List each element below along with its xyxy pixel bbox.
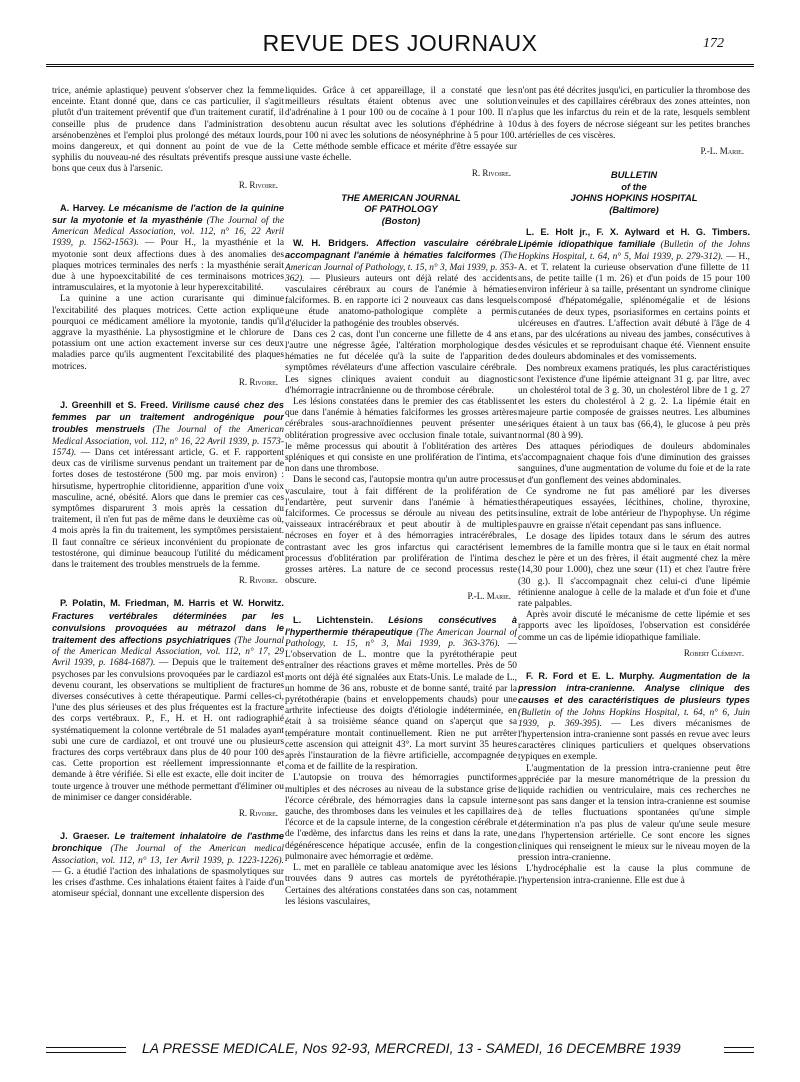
text-column-3 bbox=[518, 86, 750, 1030]
article-citation: (Bulletin of the Johns Hopkins Hospital, t. 64, n° 6, Juin 1939, p. 369-395). bbox=[518, 707, 750, 729]
article-signature: R. Rivoire. bbox=[238, 376, 278, 387]
section-heading-line: OF PATHOLOGY bbox=[364, 203, 438, 215]
article bbox=[518, 671, 750, 887]
article-title: Lésions consécutives à l'hyperthermie thérapeutique bbox=[285, 614, 517, 637]
article-body: — Les divers mécanismes de l'hypertension intra-cranienne sont passés en revue avec leurs caractères cliniques particuliers et quelques observations typiques en exemple. bbox=[518, 718, 750, 763]
article-body: — Depuis que le traitement des psychoses par les convulsions provoquées par le cardiazol est devenu courant, les observations se multiplient de fractures diverses consécutives à cette thérapeutique. Parmi celles-ci, l'une des plus sérieuses et des plus fréquentes est la fracture des corps vertébraux. P., F., H. et H. ont radiographié systématiquement la colonne vertébrale de 51 malades ayant subi une cure de cardiazol, et ont trouvé une ou plusieurs fractures des corps vertébraux dans plus de 40 pour 100 des cas. Cette proportion est réellement impressionnante et demande à être vérifiée. Si elle est exacte, elle doit inciter de toute urgence à trouver une méthode permettant d'éliminer ou de minimiser ce danger considérable. bbox=[52, 658, 284, 803]
footer-rule-left bbox=[46, 1047, 126, 1053]
footer-text: LA PRESSE MEDICALE, Nos 92-93, MERCREDI, 13 - SAMEDI, 16 DECEMBRE 1939 bbox=[142, 1040, 681, 1056]
article-title: Lipémie idiopathique familiale bbox=[518, 239, 656, 250]
article-authors: J. Graeser. bbox=[60, 831, 110, 842]
article-authors: L. E. Holt jr., F. X. Aylward et H. G. Timbers. bbox=[526, 227, 750, 238]
article-title: Affection vasculaire cérébrale accompagnant l'anémie à hématies falciformes bbox=[285, 238, 517, 261]
article-title: Fractures vertébrales déterminées par les convulsions provoquées au métrazol dans le traitement des affections psychiatriques bbox=[52, 610, 284, 645]
article-paragraph: Des nombreux examens pratiqués, les plus caractéristiques sont l'existence d'une lipémie atteignant 31 g. par litre, avec un cholestérol total de 3 g. 30, un cholestérol libre de 1 g. 27 et les esters du cholestérol à 2 g. 2. La lipémie était en majeure partie composée de graisses neutres. Les albumines sériques étaient à un taux bas (66,4), le glucose à peu près normal (80 à 99). bbox=[518, 363, 750, 441]
article-paragraph: Cette méthode semble efficace et mérite d'être essayée sur une vaste échelle. bbox=[285, 142, 517, 164]
article-citation: (The Journal of the American Medical Association, vol. 112, n° 16, 22 Avril 1939, p. 1562-1563). bbox=[52, 216, 284, 249]
article-signature: P.-L. Marie. bbox=[700, 146, 744, 157]
article bbox=[518, 227, 750, 659]
article-paragraph: La quinine a une action curarisante qui diminue l'excitabilité des plaques motrices. Cette action explique pourquoi ce médicament améliore la myotonie, tandis qu'il aggrave la myasthénie. La physostigmine et le chlorure de potassium ont une action exactement inverse sur ces deux maladies parce qu'ils augmentent l'excitabilité des plaques motrices. bbox=[52, 294, 284, 372]
article-authors: F. R. Ford et E. L. Murphy. bbox=[526, 670, 655, 681]
article-paragraph: Les lésions constatées dans le premier des cas établissent que dans l'anémie à hématies falciformes les grosses artères cérébrales sous-arachnoïdiennes peuvent présenter une oblitération progressive avec occlusion finale totale, suivant le même processus qui aboutit à l'oblitération des artères spléniques et qui consiste en une prolifération de l'intima, et non dans une thrombose. bbox=[285, 396, 517, 475]
article-signature: Robert Clément. bbox=[683, 647, 744, 658]
article bbox=[285, 615, 517, 908]
article-body: — L'observation de L. montre que la pyrétothérapie peut entraîner des réactions graves et même mortelles. Près de 50 morts ont déjà été signalées aux Etats-Unis. Le malade de L., un homme de 36 ans, robuste et de bonne santé, traité par la pyrétothérapie (bains et enveloppements chauds) pour une arthrite infectieuse des doigts d'étiologie indéterminée, en était à sa troisième séance quand on s'aperçut que sa température montait continuellement. Rien ne put arrêter cette ascension qui atteignit 43°. La mort survint 35 heures après l'instauration de la fièvre artificielle, accompagnée de coma et de faillite de la respiration. bbox=[285, 639, 517, 773]
section-heading bbox=[285, 192, 517, 227]
article-continuation bbox=[518, 86, 750, 157]
article-signature: R. Rivoire. bbox=[471, 168, 511, 179]
footer-rule-right bbox=[724, 1047, 754, 1053]
article-paragraph: L. met en parallèle ce tableau anatomique avec les lésions trouvées dans 9 autres cas mortels de pyrétothérapie. Certaines des altérations constatées dans son cas, notamment les lésions vasculaires, bbox=[285, 863, 517, 907]
article-citation: (The American Journal of Pathology, t. 15, n° 3, Mai 1939, p. 363-376). bbox=[285, 627, 517, 650]
article-lead bbox=[518, 227, 750, 363]
article-paragraph: L'autopsie on trouva des hémorragies punctiformes multiples et des nécroses au niveau de la substance grise de l'écorce cérébrale, des hémorragies dans la capsule interne gauche, des thromboses dans les veinules et les capillaires de l'écorce et de la capsule interne, de la congestion cérébrale et de l'œdème, des infarctus dans les reins et dans la rate, une dégénérescence hépatique accusée, enfin de la congestion pulmonaire avec hémorragie et œdème. bbox=[285, 773, 517, 862]
section-heading-line: THE AMERICAN JOURNAL bbox=[341, 191, 461, 203]
article-body: — H., A. et T. relatent la curieuse observation d'une fillette de 11 ans, de petite taille (1 m. 26) et d'un poids de 15 pour 100 environ inférieur à sa taille, présentant un syndrome clinique composé d'hépatomégalie, splénomégalie et de lésions cutanées de deux types, psoriasiformes en certains points et ulcéreuses en d'autres. L'affection avait débuté à l'âge de 4 ans, par des ulcérations au niveau des jambes, consécutives à des vésicules et se reproduisant chaque été. Viennent ensuite des douleurs abdominales et des vomissements. bbox=[518, 251, 750, 363]
article-signature: R. Rivoire. bbox=[238, 807, 278, 818]
article-body: — Dans cet intéressant article, G. et F. rapportent deux cas de virilisme survenus pendant un traitement par de fortes doses de testostérone (500 mg. par mois environ) : hirsutisme, hypertrophie clitoridienne, apparition d'une voix masculine, acné, obésité. Alors que dans le premier cas ces symptômes disparurent 3 mois après la cessation du traitement, il n'en fut pas de même dans le deuxième cas où, 4 mois après la fin du traitement, les symptômes persistaient. Il faut connaître ce sérieux inconvénient du propionate de testostérone, qui diminue beaucoup l'utilité du médicament dans le traitement des troubles menstruels de la femme. bbox=[52, 447, 284, 570]
page-header bbox=[46, 28, 754, 67]
article-authors: L. Lichtenstein. bbox=[293, 614, 374, 625]
section-heading-line: (Boston) bbox=[381, 214, 421, 226]
article-citation: (The Journal of the American medical Association, vol. 112, n° 13, 1er Avril 1939, p. 1223-1226). bbox=[52, 844, 284, 866]
article-text: n'ont pas été décrites jusqu'ici, en particulier la thrombose des veinules et des capillaires cérébraux des zones atteintes, non plus que les infarctus du rein et de la rate, lesquels semblent dus à des foyers de nécrose siégeant sur les petites branches artérielles de ces viscères. bbox=[518, 86, 750, 141]
article bbox=[285, 238, 517, 603]
text-column-2 bbox=[285, 86, 517, 1030]
article-lead bbox=[518, 671, 750, 764]
article-lead bbox=[285, 238, 517, 330]
article-authors: W. H. Bridgers. bbox=[293, 238, 369, 249]
article-continuation bbox=[52, 86, 284, 191]
page-number: 172 bbox=[703, 36, 724, 51]
article-paragraph: L'augmentation de la pression intra-cranienne peut être appréciée par la mesure manométrique de la pression du liquide rachidien ou ventriculaire, mais ces recherches ne sont pas sans danger et la tension intra-cranienne est soumise à de telles fluctuations spontanées qu'une simple détermination n'a pas plus de valeur qu'une seule mesure dans l'hypertension artérielle. Ce sont encore les signes cliniques qui renseignent le mieux sur le niveau moyen de la pression intra-cranienne. bbox=[518, 763, 750, 864]
article bbox=[52, 831, 284, 900]
article-paragraph: Des attaques périodiques de douleurs abdominales s'accompagnaient chaque fois d'une diminution des graisses sanguines, d'une augmentation de volume du foie et de la rate et d'un gonflement des veines abdominales. bbox=[518, 442, 750, 486]
section-heading-line: (Baltimore) bbox=[609, 203, 659, 215]
article-paragraph: Dans ces 2 cas, dont l'un concerne une fillette de 4 ans et l'autre une négresse âgée, l'altération morphologique des hématies ne fut décelée qu'à la suite de l'apparition de symptômes révélateurs d'une affection vasculaire cérébrale. Les signes cliniques avaient conduit au diagnostic d'hémorragie intracrânienne ou de thrombose cérébrale. bbox=[285, 329, 517, 396]
article-title: Le traitement inhalatoire de l'asthme bronchique bbox=[52, 831, 284, 854]
section-heading bbox=[518, 169, 750, 215]
article-paragraph: Le dosage des lipides totaux dans le sérum des autres membres de la famille montra que si le taux en était normal chez le père et un des frères, il était augmenté chez la mère (14,30 pour 1.000), chez une sœur (11) et chez l'autre frère (30 g.). Il s'accompagnait chez celui-ci d'une lipémie rétinienne analogue à celle de la malade et d'un foie et d'une rate palpables. bbox=[518, 531, 750, 609]
section-heading-line: of the bbox=[621, 180, 647, 192]
article-paragraph: Après avoir discuté le mécanisme de cette lipémie et ses rapports avec les lipoïdoses, l'observation est considérée comme un cas de lipémie idiopathique familiale. bbox=[518, 610, 750, 643]
section-heading-line: BULLETIN bbox=[610, 169, 658, 181]
article-text: liquides. Grâce à cet appareillage, il a constaté que les meilleurs résultats étaient obtenus avec une solution d'adrénaline à 1 pour 100 ou de cocaïne à 1 pour 100. Il n'a obtenu aucun résultat avec les solutions d'éphédrine à 10 pour 100 ni avec les solutions de néosynéphrine à 5 pour 100. bbox=[285, 86, 517, 141]
article-lead bbox=[285, 615, 517, 774]
article-lead bbox=[52, 831, 284, 900]
article-body: — Plusieurs auteurs ont déjà relaté des accidents vasculaires cérébraux au cours de l'anémie à hématies falciformes. B. en rapporte ici 2 nouveaux cas dans lesquels une étude anatomo-pathologique complète a permis d'élucider la pathogénie des troubles observés. bbox=[285, 273, 517, 329]
article-authors: J. Greenhill et S. Freed. bbox=[60, 400, 168, 411]
article-authors: P. Polatin, M. Friedman, M. Harris et W. Horwitz. bbox=[60, 598, 284, 609]
article-signature: R. Rivoire. bbox=[238, 575, 278, 586]
article bbox=[52, 400, 284, 586]
article-citation: (Bulletin of the Johns Hopkins Hospital, t. 64, n° 5, Mai 1939, p. 279-312). bbox=[518, 240, 750, 262]
article-paragraph: Ce syndrome ne fut pas amélioré par les diverses thérapeutiques essayées, lécithines, choline, thyroxine, insuline, extrait de lobe antérieur de l'hypophyse. Un régime pauvre en graisse n'était cependant pas sans influence. bbox=[518, 486, 750, 531]
article-body: — Pour H., la myasthénie et la myotonie sont deux affections dues à des anomalies des plaques motrices terminales des nerfs : la myasthénie serait due à une hypoexcitabilité de ces terminaisons motrices intramusculaires, et la myotonie à leur hyperexcitabilité. bbox=[52, 238, 284, 294]
article-signature: P.-L. Marie. bbox=[467, 591, 511, 602]
article-lead bbox=[52, 598, 284, 804]
article-continuation bbox=[285, 86, 517, 180]
article-citation: (The Journal of the American Medical Association, vol. 112, n° 16, 22 Avril 1939, p. 1573-1574). bbox=[52, 425, 284, 458]
article-title: Le mécanisme de l'action de la quinine sur la myotonie et la myasthénie bbox=[52, 202, 284, 226]
article-title: Augmentation de la pression intra-cranienne. Analyse clinique des causes et des caractéristiques de plusieurs types bbox=[518, 670, 750, 706]
article-authors: A. Harvey. bbox=[60, 202, 106, 213]
article-title: Virilisme causé chez des femmes par un traitement androgénique pour troubles menstruels bbox=[52, 400, 284, 435]
article bbox=[52, 598, 284, 819]
section-heading-line: JOHNS HOPKINS HOSPITAL bbox=[570, 192, 698, 204]
article-citation: (The Journal of the American Medical Association, vol. 112, n° 17, 29 Avril 1939, p. 1684-1687). bbox=[52, 635, 284, 669]
article bbox=[52, 203, 284, 388]
article-body: — G. a étudié l'action des inhalations de spasmolytiques sur les crises d'asthme. Ces inhalations étaient faites à l'aide d'un atomiseur spécial, donnant une excellente dispersion des bbox=[52, 866, 284, 900]
page-footer bbox=[46, 1040, 754, 1064]
article-paragraph: L'hydrocéphalie est la cause la plus commune de l'hypertension intra-cranienne. Elle est due à bbox=[518, 864, 750, 886]
article-citation: (The American Journal of Pathology, t. 15, n° 3, Mai 1939, p. 353-362). bbox=[285, 251, 517, 284]
text-column-1 bbox=[52, 86, 284, 1030]
article-text: trice, anémie aplastique) peuvent s'observer chez la femme enceinte. Etant donné que, dans ce cas particulier, il s'agit plutôt d'un traitement préventif que d'un traitement curatif, il conseille plus de prudence dans l'administration des arsénobenzènes et l'emploi plus prolongé des métaux lourds, moins dangereux, et qui donnent au point de vue de la syphilis du nouveau-né des résultats préventifs presque aussi bons que ceux dus à l'arsenic. bbox=[52, 86, 284, 175]
article-signature: R. Rivoire. bbox=[238, 179, 278, 190]
article-lead bbox=[52, 400, 284, 571]
journal-title: REVUE DES JOURNAUX bbox=[262, 30, 538, 56]
article-paragraph: Dans le second cas, l'autopsie montra qu'un autre processus vasculaire, tout à fait différent de la prolifération de l'endartère, peut survenir dans l'anémie à hématies falciformes. Ce processus se déroule au niveau des petits vaisseaux intracérébraux et peut aboutir à de multiples nécroses en foyer et à des hémorragies intracérébrales, contrastant avec les gros infarctus qui caractérisent le processus d'oblitération par prolifération de l'intima des grosses artères. La nature de ce second processus reste obscure. bbox=[285, 475, 517, 587]
article-lead bbox=[52, 203, 284, 295]
